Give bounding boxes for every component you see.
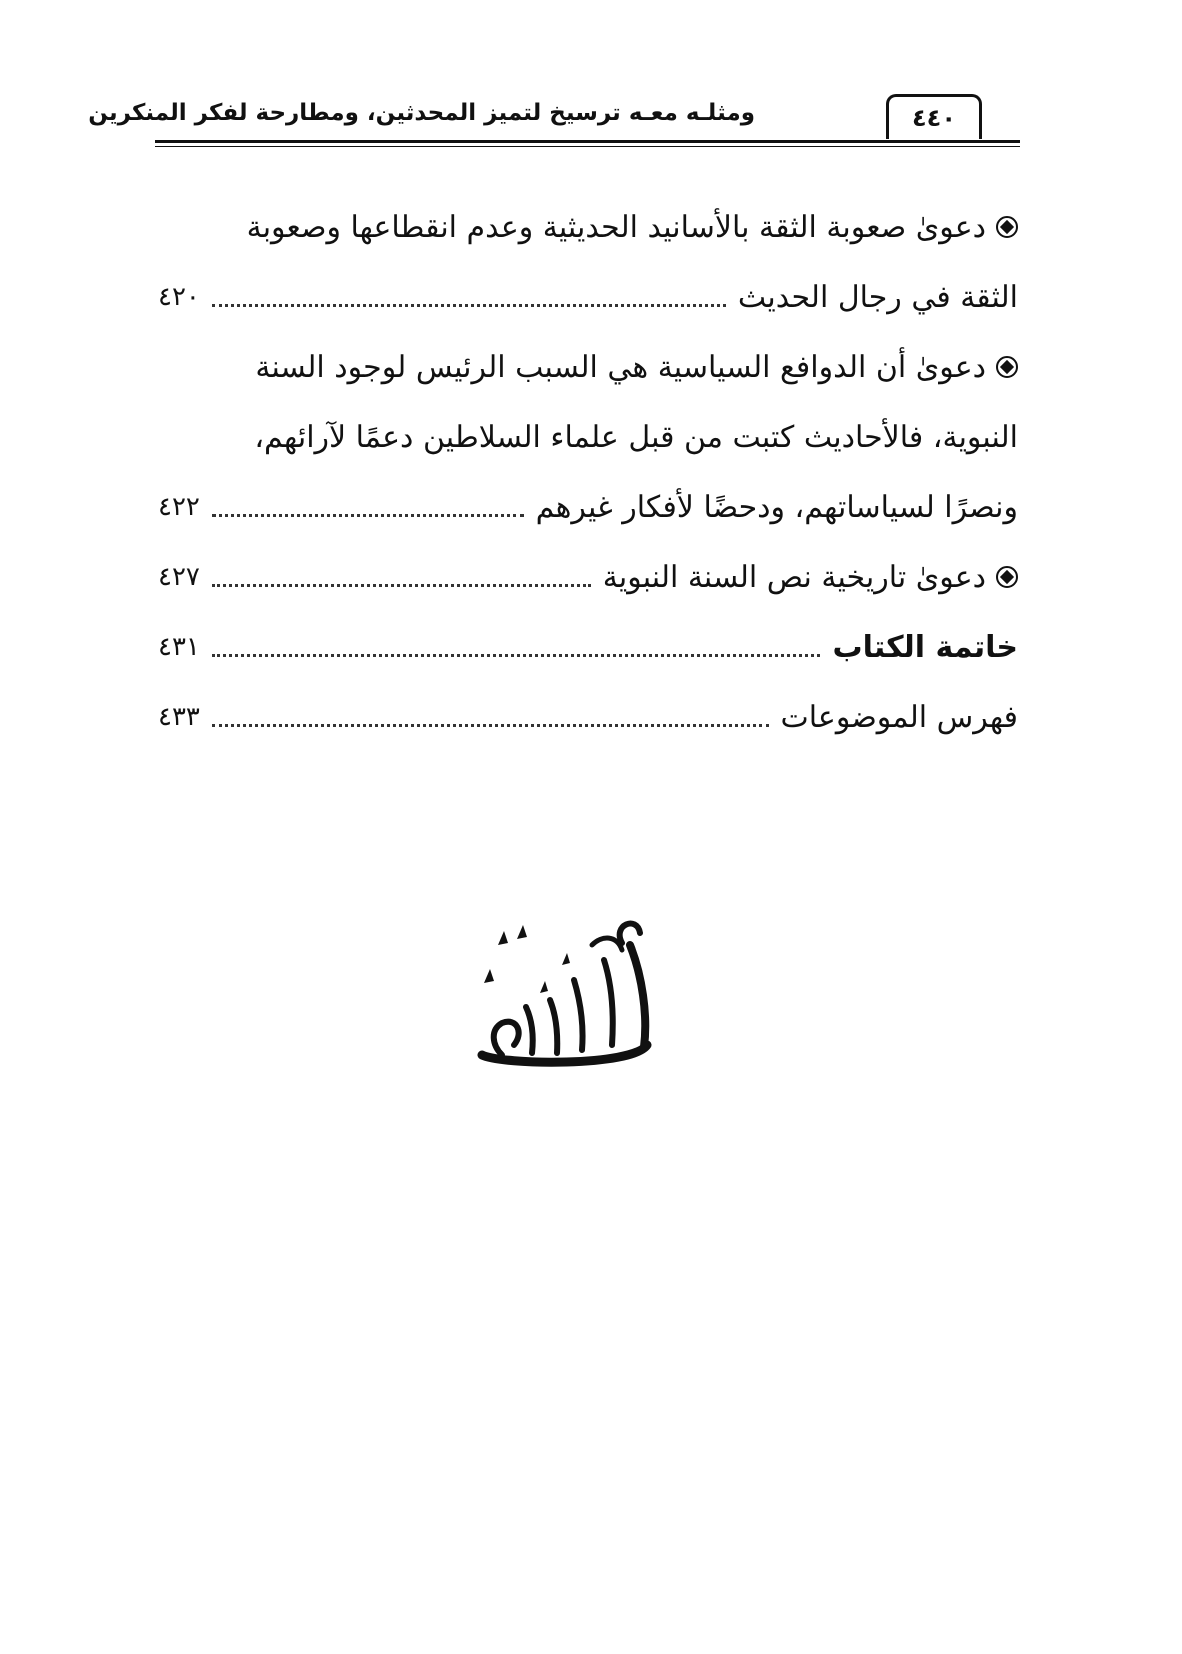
toc-entry-1-line-2	[158, 262, 1018, 332]
toc-entry-text: دعوىٰ صعوبة الثقة بالأسانيد الحديثية وعدم انقطاعها وصعوبة	[246, 209, 986, 245]
toc-entry-text: دعوىٰ أن الدوافع السياسية هي السبب الرئيس لوجود السنة	[255, 349, 986, 385]
toc-page-number: ٤٢٠	[158, 282, 200, 312]
page-header	[88, 88, 1020, 148]
toc-page-number: ٤٣١	[158, 632, 200, 662]
dot-leader	[212, 514, 524, 517]
dot-leader	[212, 584, 591, 587]
toc-entry-3	[158, 542, 1018, 612]
closing-calligraphy-logo	[462, 905, 662, 1075]
toc-entry-text: فهرس الموضوعات	[780, 699, 1018, 735]
toc-entry-text: خاتمة الكتاب	[832, 629, 1018, 665]
toc-entry-4	[158, 612, 1018, 682]
toc-entry-text: النبوية، فالأحاديث كتبت من قبل علماء السلاطين دعمًا لآرائهم،	[254, 419, 1018, 455]
ornament-bullet-icon	[996, 566, 1018, 588]
running-title: ومثلـه معـه ترسيخ لتميز المحدثين، ومطارحة لفكر المنكرين	[88, 100, 755, 126]
toc-entry-text: دعوىٰ تاريخية نص السنة النبوية	[602, 559, 986, 595]
toc-entry-text: الثقة في رجال الحديث	[737, 279, 1018, 315]
toc-entry-1-line-1	[158, 192, 1018, 262]
dot-leader	[212, 654, 821, 657]
toc-page-number: ٤٣٣	[158, 702, 200, 732]
header-rule-thick	[155, 140, 1020, 143]
toc-entry-5	[158, 682, 1018, 752]
ornament-bullet-icon	[996, 216, 1018, 238]
header-rule-thin	[155, 146, 1020, 147]
page-number: ٤٤٠	[886, 94, 982, 139]
dot-leader	[212, 724, 769, 727]
toc-entry-text: ونصرًا لسياساتهم، ودحضًا لأفكار غيرهم	[535, 489, 1018, 525]
toc-entry-2-line-3	[158, 472, 1018, 542]
ornament-bullet-icon	[996, 356, 1018, 378]
toc-page-number: ٤٢٧	[158, 562, 200, 592]
toc-entry-2-line-1	[158, 332, 1018, 402]
table-of-contents	[158, 192, 1018, 752]
toc-entry-2-line-2	[158, 402, 1018, 472]
toc-page-number: ٤٢٢	[158, 492, 200, 522]
dot-leader	[212, 304, 726, 307]
